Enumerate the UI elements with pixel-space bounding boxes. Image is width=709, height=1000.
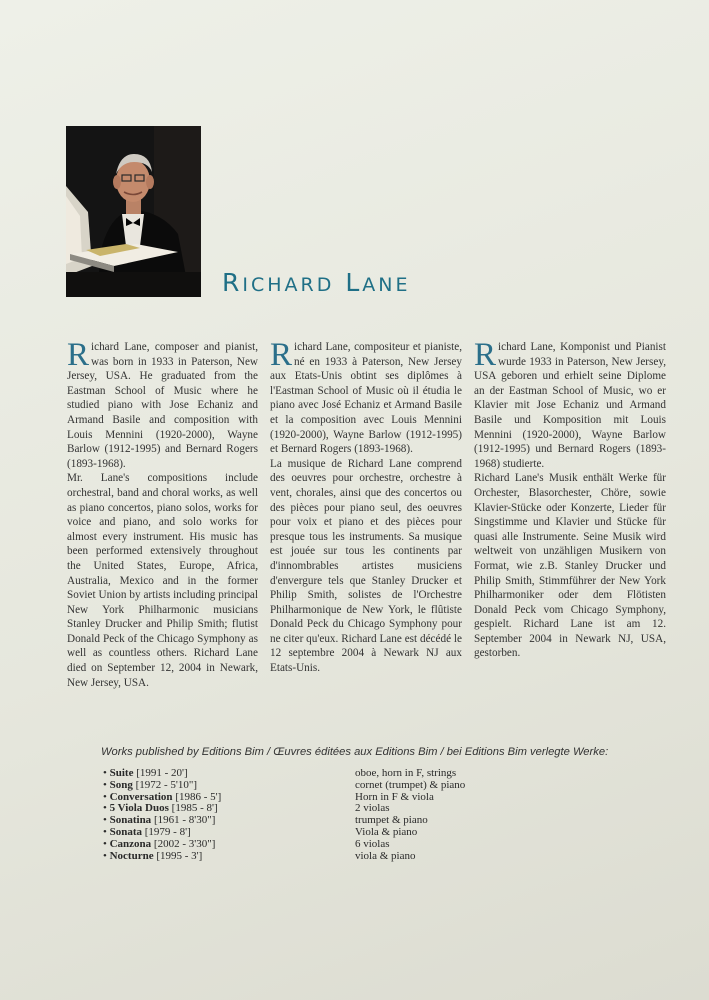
work-title: Sonatina [109,814,152,827]
work-bullet: • [103,837,107,850]
bio-fr-paragraph-2: La musique de Richard Lane comprend des oeuvres pour orchestre, orchestre à vent, chorales, ainsi que des concertos ou des pièces pour piano seul, des oeuvres pour voix et piano et des pièces pour presque tous les instruments. Sa musique est jouée sur tous les continents par d'innombrables artistes musiciens d'envergure tels que Stanley Drucker et Philip Smith, solistes de l'Orchestre Philharmonique de New York, le flûtiste Donald Peck du Chicago Symphony pour ne citer qu'eux. Richard Lane est décédé le 12 septembre 2004 à Newark NJ aux Etats-Unis. [270,457,462,675]
work-title: Suite [109,767,134,779]
work-title: 5 Viola Duos [109,802,169,815]
bio-de-paragraph-2: Richard Lane's Musik enthält Werke für Orchester, Blasorchester, Chöre, sowie Klavier-Stücke oder Konzerte, Lieder für Singstimme und Klavier und Stücke für quasi alle Instrumente. Seine Musik wird weltweit von unzähligen Musikern von Format, wie z.B. Stanley Drucker und Philip Smith, Stimmführer der New York Philharmoniker oder dem Flötisten Donald Peck vom Chicago Symphony, gespielt. Richard Lane ist am 12. September 2004 in Newark NJ, USA, gestorben. [474,472,666,660]
work-instrumentation: viola & piano [355,849,416,862]
work-instrumentation: trumpet & piano [355,814,428,827]
title-first-rest: ICHARD [242,274,335,296]
bio-de-para1-text: ichard Lane, Komponist und Pianist wurde 1933 in Paterson, New Jersey, USA geboren und erhielt seine Diplome an der Eastman School of Music, wo er Klavier mit Jose Echaniz und Armand Basile und Komposition mit Louis Mennini (1920-2000), Wayne Barlow (1912-1995) und Bernard Rogers (1893-1968) studierte. [474,341,666,470]
work-info: [1972 - 5'10"] [135,778,198,791]
work-info: [1961 - 8'30"] [153,814,216,827]
work-info: [2002 - 3'30"] [153,837,216,850]
work-info: [1979 - 8'] [144,825,191,838]
bio-en-dropcap: R [67,337,90,373]
bio-en-paragraph-2: Mr. Lane's compositions include orchestral, band and choral works, as well as piano concertos, piano solos, works for voice and piano, and solo works for almost every instrument. His music has been performed extensively throughout the United States, Europe, Africa, Australia, Mexico and in the former Soviet Union by artists including principal New York Philharmonic musicians Stanley Drucker and Philip Smith; flutist Donald Peck of the Chicago Symphony as well as countless others. Richard Lane died on September 12, 2004 in Newark, New Jersey, USA. [67,472,258,689]
work-bullet: • [103,814,107,827]
work-title: Conversation [109,790,173,803]
work-bullet: • [103,790,107,803]
biography-french [270,337,462,676]
work-instrumentation: 2 violas [355,802,390,815]
work-instrumentation: Viola & piano [355,825,418,838]
bio-fr-para1-text: ichard Lane, compositeur et pianiste, né en 1933 à Paterson, New Jersey aux Etats-Unis obtint ses diplômes à l'Eastman School of Music où il étudia le piano avec José Echaniz et Armand Basile et la composition avec Louis Mennini (1920-2000), Wayne Barlow (1912-1995) et Bernard Rogers (1893-1968). [270,341,462,456]
work-bullet: • [103,825,107,838]
work-bullet: • [103,778,107,791]
bio-de-dropcap: R [474,337,497,373]
work-instrumentation: cornet (trumpet) & piano [355,778,466,791]
works-heading: Works published by Editions Bim / Œuvres éditées aux Editions Bim / bei Editions Bim verlegte Werke: [101,746,609,758]
composer-name-title [222,268,410,297]
work-bullet: • [103,767,107,779]
works-list [103,767,466,862]
bio-en-para1-text: ichard Lane, composer and pianist, was born in 1933 in Paterson, New Jersey, USA. He graduated from the Eastman School of Music where he studied piano with Jose Echaniz and Armand Basile and composition with Louis Mennini (1920-2000), Wayne Barlow (1912-1995) and Bernard Rogers (1893-1968). [67,341,258,470]
work-title: Nocturne [109,849,154,862]
bio-en-paragraph-1 [67,337,258,471]
biography-english [67,337,258,690]
title-first-initial: R [222,268,243,297]
work-bullet: • [103,849,107,862]
work-info: [1985 - 8'] [171,802,218,815]
work-instrumentation: Horn in F & viola [355,790,434,803]
work-bullet: • [103,802,107,815]
work-item [103,849,416,863]
work-instrumentation: 6 violas [355,837,390,850]
work-info: [1995 - 3'] [156,849,203,862]
bio-fr-paragraph-1 [270,337,462,457]
composer-photo [66,126,201,297]
bio-de-paragraph-1 [474,337,666,471]
bio-fr-dropcap: R [270,337,293,373]
work-info: [1986 - 5'] [175,790,222,803]
biography-german [474,337,666,661]
work-info: [1991 - 20'] [136,767,188,779]
title-last-initial: L [345,268,363,297]
title-last-rest: ANE [362,274,411,296]
work-title: Canzona [109,837,152,850]
work-instrumentation: oboe, horn in F, strings [355,767,457,779]
work-title: Sonata [109,825,143,838]
work-title: Song [109,778,133,791]
